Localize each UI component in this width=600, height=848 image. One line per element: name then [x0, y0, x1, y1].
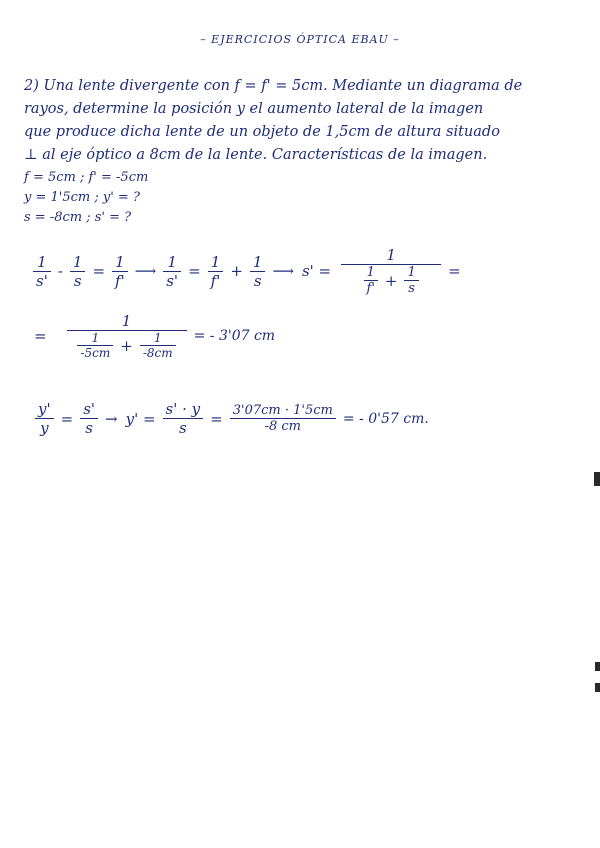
compound-fraction	[341, 246, 441, 296]
numerator: 1	[366, 265, 375, 280]
plus-sign: +	[230, 262, 243, 280]
denominator: f'	[210, 271, 221, 290]
problem-line-2: rayos, determine la posición y el aumento lateral de la imagen	[24, 101, 484, 117]
fraction	[404, 265, 418, 296]
equals-sign: =	[210, 409, 223, 428]
problem-line-1: 2) Una lente divergente con f = f' = 5cm. Mediante un diagrama de	[24, 78, 523, 94]
numerator: s' · y	[165, 400, 201, 418]
page-title: – EJERCICIOS ÓPTICA EBAU –	[200, 33, 400, 46]
equals-sign: =	[92, 262, 106, 280]
denominator: s'	[166, 271, 179, 290]
numerator: 1	[167, 252, 177, 271]
equals-sign: =	[60, 409, 74, 428]
denominator: s	[408, 281, 415, 296]
plus-sign: +	[120, 336, 133, 355]
minus-sign: -	[57, 262, 63, 280]
fraction	[163, 400, 204, 437]
arrow-icon: ⟶	[134, 262, 157, 280]
scan-edge-mark	[595, 683, 600, 692]
equals-sign: =	[34, 327, 47, 345]
numerator: 1	[121, 312, 132, 330]
numerator: 1	[153, 331, 162, 345]
image-distance-calc	[30, 312, 279, 360]
denominator: s	[253, 271, 262, 290]
denominator: -8cm	[142, 346, 173, 360]
numerator: 1	[252, 252, 263, 271]
denominator: s'	[36, 271, 48, 290]
fraction	[230, 403, 336, 434]
denominator	[358, 265, 425, 296]
denominator: s	[85, 419, 93, 437]
numerator: 1	[72, 252, 83, 271]
numerator: s'	[83, 400, 96, 418]
given-height: y = 1'5cm ; y' = ?	[24, 190, 140, 205]
fraction	[250, 253, 266, 290]
given-focal: f = 5cm ; f' = -5cm	[24, 170, 149, 185]
fraction	[77, 331, 113, 360]
magnification-result: = - 0'57 cm.	[342, 410, 429, 427]
y-prime-label: y' =	[125, 409, 156, 428]
equals-sign: =	[188, 262, 201, 280]
fraction	[112, 253, 128, 290]
given-distance: s = -8cm ; s' = ?	[24, 210, 132, 225]
denominator: -5cm	[80, 346, 111, 360]
problem-line-4: ⊥ al eje óptico a 8cm de la lente. Características de la imagen.	[24, 147, 488, 163]
fraction	[70, 253, 86, 290]
numerator: 3'07cm · 1'5cm	[232, 403, 333, 418]
denominator: s	[178, 419, 187, 437]
arrow-icon: →	[105, 409, 118, 428]
problem-line-3: que produce dicha lente de un objeto de 1,5cm de altura situado	[24, 124, 500, 140]
denominator: y	[40, 419, 49, 437]
lens-equation	[30, 246, 465, 296]
numerator: 1	[91, 331, 100, 345]
equals-sign: =	[448, 262, 461, 280]
numerator: 1	[37, 252, 47, 271]
arrow-icon: ⟶	[272, 262, 294, 280]
numerator: 1	[115, 252, 125, 271]
magnification-calc	[32, 400, 433, 437]
numerator: 1	[407, 265, 416, 280]
scan-edge-mark	[595, 662, 600, 671]
compound-fraction	[67, 312, 187, 360]
s-prime-label: s' =	[301, 262, 332, 280]
denominator: f'	[366, 281, 375, 296]
fraction	[208, 253, 224, 290]
image-distance-result: = - 3'07 cm	[193, 328, 276, 344]
numerator: y'	[38, 400, 51, 418]
denominator	[71, 331, 181, 360]
fraction	[140, 331, 176, 360]
numerator: 1	[386, 246, 396, 264]
denominator: f'	[115, 271, 125, 290]
fraction	[163, 253, 181, 290]
plus-sign: +	[384, 271, 398, 290]
scan-edge-mark	[594, 472, 600, 486]
fraction	[364, 265, 378, 296]
fraction	[33, 253, 51, 290]
numerator: 1	[210, 252, 221, 271]
denominator: -8 cm	[264, 419, 301, 434]
fraction	[80, 400, 98, 437]
denominator: s	[73, 271, 82, 290]
fraction	[35, 400, 54, 437]
